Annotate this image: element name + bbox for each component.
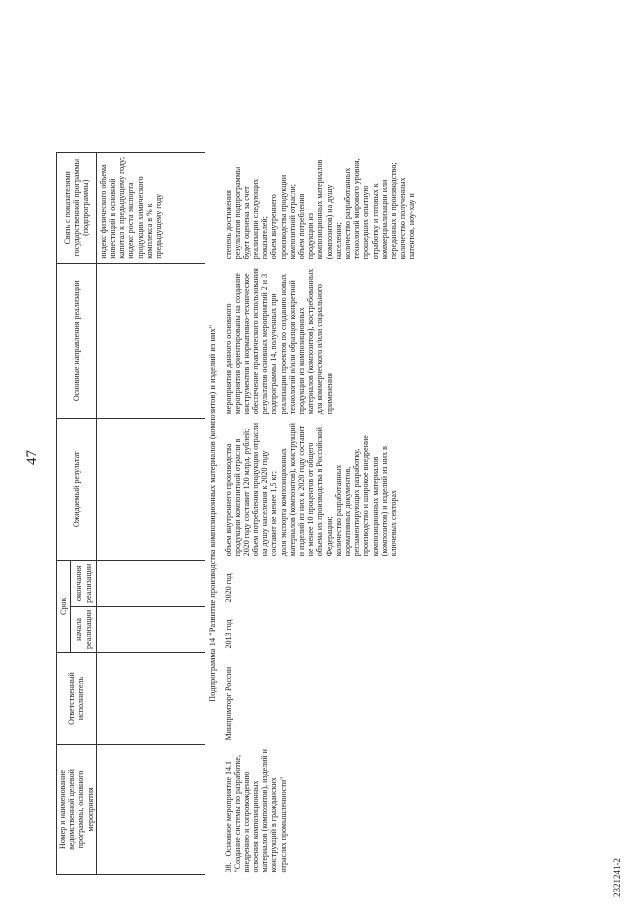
page-number: 47 <box>24 450 40 465</box>
row-start-year: 2013 год <box>223 619 233 649</box>
subprogram-title: Подпрограмма 14 "Развитие производства композиционных материалов (композитов) и изделий из них" <box>206 324 217 703</box>
document-id: 2321241-2 <box>612 858 622 897</box>
program-table <box>56 152 418 875</box>
row-executor: Минпромторг России <box>223 666 233 741</box>
row-indicators: степень достижения результатов подпрограммы будет оценена за счет реализации следующих показателей; объем внутреннего производства продукции композитной отрасли; объем потребления продукции из композиционных материалов (композитов) на душу населения; количество разработанных технологий мирового уровня, прошедших опытную отработку и готовых к коммерциализации или переданных в производство; количество полученных патентов, ноу-хау и <box>223 158 417 260</box>
header-expected-result: Ожидаемый результат <box>57 418 97 560</box>
header-executor: Ответственный исполнитель <box>57 653 97 745</box>
row-program-name: Основное мероприятие 14.1 "Создание системы по разработке, внедрению и сопровождению освоения композиционных материалов (композитов), изделий и конструкций в гражданских отраслях промышленности" <box>223 749 288 873</box>
table-row <box>222 152 419 874</box>
row-number: 38. <box>223 862 233 873</box>
header-directions: Основные направления реализации <box>57 263 97 418</box>
previous-row-indicators: индекс физического объема инвестиций в основной капитал к предыдущему году; индекс роста экспорта продукции химического комплекса в % к предыдущему году <box>96 152 205 263</box>
header-indicators: Связь с показателями государственной программы (подпрограммы) <box>57 152 97 263</box>
header-end: окончания реализации <box>71 560 96 606</box>
header-term: Срок <box>57 560 71 652</box>
header-program-name: Номер и наименование ведомственной целевой программы, основного мероприятия <box>57 745 97 875</box>
row-end-year: 2020 год <box>223 573 233 603</box>
row-expected-result: объем внутреннего производства продукции композитной отрасли в 2020 году составит 120 млрд. рублей; объем потребления продукции отрасли на душу населения к 2020 году составит не менее 1,5 кг; доля экспорта композиционных материалов (композитов), конструкций и изделий из них к 2020 году составит не менее 10 процентов от общего объема их производства в Российской Федерации; количество разработанных нормативных документов, регламентирующих разработку, производство и широкое внедрение композиционных материалов (композитов) и изделий из них в ключевых секторах <box>223 422 398 557</box>
previous-row-continuation <box>96 152 205 874</box>
header-start: начала реализации <box>71 606 96 652</box>
row-directions: мероприятия данного основного мероприятия ориентированы на создание инструментов и нормативно-техническое обеспечение практического использования результатов основных мероприятий 2 и 3 подпрограммы 14, полученных при реализации проектов по созданию новых технологий и/или образцов конкретной продукции из композиционных материалов (композитов), востребованных для коммерческого и/или социального применения <box>223 268 334 415</box>
